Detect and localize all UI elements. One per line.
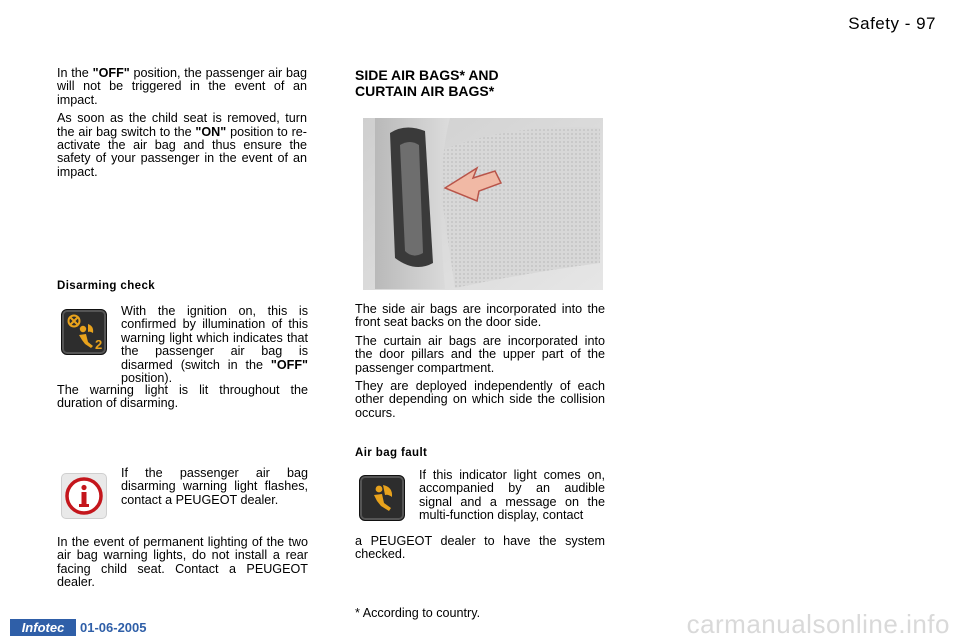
permanent-lighting-paragraph: In the event of permanent lighting of the two air bag warning lights, do not install a rear facing child seat. Contact a PEUGEOT dealer. <box>57 535 308 590</box>
door-pillar-curtain-airbag-photo <box>355 113 605 294</box>
side-airbags-paragraph: The side air bags are incorporated into the front seat backs on the door side. <box>355 302 605 330</box>
infotec-logo: Infotec <box>10 619 76 636</box>
fault-description: If this indicator light comes on, accompanied by an audible signal and a message on the multi-function display, contact <box>419 468 605 523</box>
left-intro <box>57 67 307 179</box>
reactivate-paragraph: As soon as the child seat is removed, turn the air bag switch to the "ON" position to re-activate the air bag and thus ensure the safety of your passenger in the event of an impact. <box>57 111 307 179</box>
curtain-airbags-paragraph: The curtain air bags are incorporated into the door pillars and the upper part of the passenger compartment. <box>355 333 605 375</box>
right-body <box>355 303 605 420</box>
disarming-heading: Disarming check <box>57 280 156 292</box>
airbag-fault-icon <box>359 475 405 521</box>
off-position-paragraph: In the "OFF" position, the passenger air bag will not be triggered in the event of an impact. <box>57 66 307 107</box>
airbag-fault-heading: Air bag fault <box>355 447 428 459</box>
flashing-warning-paragraph: If the passenger air bag disarming warning light flashes, contact a PEUGEOT dealer. <box>121 466 308 507</box>
disarming-description: With the ignition on, this is confirmed by illumination of this warning light which indicates that the passenger air bag is disarmed (switch in the "OFF" position). <box>121 304 308 386</box>
page-title: Safety - 97 <box>848 14 936 33</box>
footnote: * According to country. <box>355 606 481 620</box>
watermark: carmanualsonline.info <box>686 609 950 639</box>
svg-text:2: 2 <box>95 337 103 352</box>
fault-contact: a PEUGEOT dealer to have the system checked. <box>355 534 605 562</box>
passenger-airbag-off-icon <box>61 309 107 355</box>
footer-date: 01-06-2005 <box>80 620 147 635</box>
section-title: SIDE AIR BAGS* AND CURTAIN AIR BAGS* <box>355 67 499 99</box>
deployment-paragraph: They are deployed independently of each other depending on which side the collision occurs. <box>355 379 605 420</box>
warning-lit-paragraph: The warning light is lit throughout the duration of disarming. <box>57 383 308 411</box>
info-icon <box>61 473 107 519</box>
